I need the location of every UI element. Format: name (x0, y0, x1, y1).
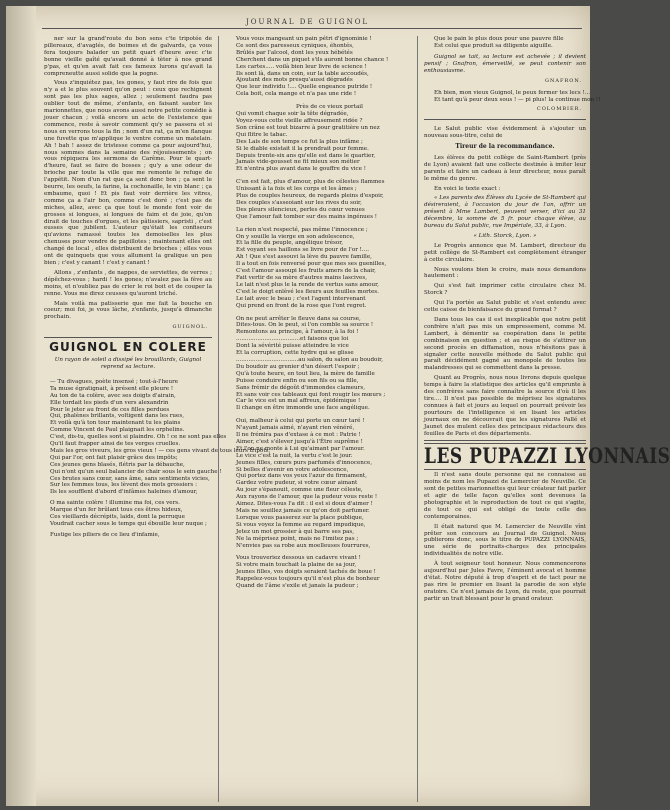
verse-line: Ce sont des paresseux cyniques, éhontés, (236, 42, 354, 49)
verse-line: Elle tordait les pieds d'un vers alexandrin (50, 399, 169, 406)
verse-line: Fustige les piliers de ce lieu d'infamie, (50, 531, 160, 538)
verse-line: Au ton de ta colère, avec ses doigts d'airain, (50, 392, 176, 399)
verse-line: Mais les gros viveurs, les gros vieux ! — ces gens vivant de tous leurs tripots, (50, 447, 271, 454)
paragraph: Le Salut public vise évidemment à s'ajouter un nouveau sous-titre, celui de (424, 126, 586, 140)
signature: GNAFRON. (545, 77, 582, 84)
paragraph: Qui s'est fait imprimer cette circulaire chez M. Storck ? (424, 283, 586, 297)
paragraph: Vous z'inquiétez pas, les gones, y faut rire de fois que n'y a et le plus souvent qu'on peut : ceux que rechignent sont pas les plus sages, allez ; seulement faudra pas oublier tout de même, z'enfants, en faisant sauter les marionnettes, que nous avons aussi notre petite comédie à jouer chacun ; voilà encore un acte de l'existence que commence, reste à savoir comment qu'y se passera et si nous en verrons tous la fin ; nom d'un rat, ça m'en flanque une fuvette que m'applique le ventre comme un matelain. Ah ! bah ! assez de tristesse comme ça pour aujourd'hui, nous sommes dans la semaine des réjouissements ; on vous répiquera les sermons de Carême. Pour le quart-d'heure, faut se faire de bosses ; qu'y a une odeur de brioche par toute la ville que me remonte le refuge de l'appétit. Nom d'un rat que ça sent donc bon ; ça sent le beurre, les oeufs, la farine, la cochonaille, le vin blanc ; ça embaume, quoi ! Et pis faut voir derrière les vitres, comme ça a l'air bon, comme c'est doré ; c'est pas de miches, allez, avec ça que tout le monde font voir de grosses si longues, si longues de faim et de joie, qu'on dirait de touches d'orgues, et les pâtissiers, sapristi , c'est eusses que jubilent. L'auteur qu'était les confiseurs qu'avions ramassé toutes les demoiselles les plus chenuses pour vendre de papillotes ; maintenant elles ont changé de local , elles distribuent de brioches ; elles vous ont de quinquets que vous allument la gralique un peu bien ; c'est y canant ! c'est y canant ! (44, 80, 212, 266)
verse-line: Des pleurs silencieux, perles du cœur venues (236, 206, 365, 213)
section-subtitle: Tireur de la recommandance. (455, 142, 555, 150)
page-header: JOURNAL DE GUIGNOL (246, 18, 370, 26)
verse-line: Qui vomit chaque soir la tête dégradée, (236, 111, 349, 118)
verse-line: Des couples s'asseoiant sur les rives du soir, (236, 199, 362, 206)
verse-line: Ajoutant des mots presqu'aussi dégradés (236, 77, 353, 84)
verse-line: Il change en être immonde une face angélique. (236, 405, 370, 412)
verse-line: Car le vice est un mal affreux, épidémique ! (236, 398, 361, 405)
verse-line: Près de ce vieux portail (296, 104, 363, 111)
verse-line: Si vous voyez la femme au regard impudique, (236, 521, 366, 528)
verse-line: Qu'à toute heure, en tout lieu, la mère de famille (236, 370, 375, 377)
quoted-circular: « Les parents des Élèves du Lycée de St-Rambert qui désireraient, à l'occasion du jour de l'an, offrir un présent à Mme Lambert, peuvent verser, d'ici au 31 décembre, la somme de 5 fr. pour chaque élève, au bureau du Salut public, rue Impériale, 33, à Lyon. (424, 195, 586, 230)
verse-line: Du boudoir au grenier d'un désert l'espoir ; (236, 363, 360, 370)
paragraph: ner sur la grand'route du bon sens c'te tripotée de pillereaux, d'avaglés, de boimes et de galvards, ça vous fera toujours balader un petit quart d'heure avec c'te bonne vieille gaîté qu'avait donné à tèter à nos grand p'pas, et qu'en avait fait ces fameux lurons qu'avait la compreneutte aussi solide que la pogne. (44, 36, 212, 77)
verse-line: Jeunes filles, vos doigts seraient tachés de boue ! (236, 569, 376, 576)
divider (424, 119, 586, 120)
verse-line: Aux rayons de l'amour, que la pudeur vous reste ! (236, 494, 378, 501)
verse-line: On ne peut arrêter le fleuve dans sa course, (236, 315, 361, 322)
verse-line: N'ayant jamais aimé, n'ayant rien vénéré, (236, 425, 355, 432)
column-3 (424, 36, 670, 804)
verse-line: Mais ne souillez jamais ce qu'on doit parfumer. (236, 508, 370, 514)
poem-title: GUIGNOL EN COLERE (49, 340, 207, 355)
quote-source: « Lith. Storck, Lyon. » (473, 232, 537, 239)
verse-line: On y souille la vierge en son adolescence, (236, 233, 355, 240)
verse-line: Et la corruption, cette hydre qui se glisse (236, 350, 354, 357)
verse-line: Ces vieillards décrépits, laids, dont la perruque (50, 514, 185, 521)
verse-line: Jamais vide-gousset ne fit mieux son métier (236, 159, 360, 166)
verse-line: Ta muse égratignait, à présent elle pleure ! (50, 385, 174, 392)
verse-line: Est voyant ses haillons se livre pour de l'or !.... (236, 247, 370, 254)
column-rule-2 (417, 36, 418, 802)
newspaper-page (6, 6, 670, 806)
verse-line: Depuis trente-six ans qu'elle est dans le quartier, (236, 152, 376, 159)
paragraph: Allons , z'enfants , de nappes, de serviettes, de verres ; dépêchez-vous ; hardi ! les gones; n'avalez pas la fève au moins, et n'oubliez pas de crier le roi boit et de couper la renne. Vous me direz ceusses qu'auront triché. (44, 269, 212, 297)
verse-line: Jetez un mot grossier à qui barre ses pas, (236, 528, 355, 535)
verse-line: Jeunes filles, cœurs purs parfumés d'innocence, (236, 459, 373, 466)
verse-line: Quand de l'âme s'exile et janais la pudeur ; (236, 583, 359, 590)
verse-line: Voudrait cacher sous le temps qui ébouille leur nuque ; (50, 521, 207, 527)
verse-line: Pour le jeter au front de ces filles perdues (50, 406, 170, 413)
verse-line: Comme Vincent de Paul plaignait les orphelins. (50, 427, 185, 434)
verse-line: Si belles d'avenir en votre adolescence, (236, 466, 349, 473)
verse-line: Unissant à la fois et les corps et les âmes ; (236, 186, 357, 193)
verse-stanza (226, 179, 412, 220)
verse-line: Qui n'ont qu'un seul balancier de chair sous le sein gauche ! (50, 468, 222, 475)
verse-line: Et tant qu'à peur deux sous ! — pi plus! la continue mon !! (434, 97, 601, 104)
signature: COLOMBIER. (536, 106, 582, 113)
paragraph: Il était naturel que M. Lemercier de Neuville vînt prêter son concours au Journal de Guignol. Nous publierons donc, sous le titre de PUPAZZI LYONNAIS, une série de portraits-charges des principales individualités de notre ville. (424, 523, 586, 558)
paragraph: Quant au Progrès, nous nous livrons depuis quelque temps à faire la statistique des articles qu'il emprunte à des confrères sans faire connaître la source d'où il les tire.... Il n'est pas possible de méprisez les signatures connues à fait et jours au lequel on pourrait prévoir les pourtours de l'intelligence si en lisant les articles journaux on ne découvrait que les signatures Pallé et Jaunet des mulent celles des principaux rédacteurs des feuilles de Paris et des départements. (424, 375, 586, 437)
verse-line: Puisse conduire enfin ou son fils ou sa fille, (236, 377, 359, 384)
column-rule-1 (218, 36, 219, 802)
paragraph: À tout seigneur tout honneur. Nous commencerons aujourd'hui par Jules Favre, l'éminent avocat et homme d'état. Notre député à trop d'esprit et de tact pour ne pas rire le premier en lisant la parodie de son style oratoire. Ce n'est jamais de Lyon, du reste, que pourrait partir un trait blessant pour le grand orateur. (424, 561, 586, 602)
verse-line: Voyez-vous cette vieille affreusement ridée ? (236, 117, 363, 124)
binding-gutter (6, 6, 36, 806)
paragraph: En voici le texte exact : (434, 185, 501, 192)
verse-line: La rien n'est respecté, pas même l'innocence ; (236, 226, 368, 233)
verse-line: Il a tout en fois renversé pour que mes ses guenilles, (236, 261, 387, 268)
verse-line: Si le diable existait il la prendrait pour femme. (236, 145, 369, 152)
verse-line: Les cartes..... voilà bien leur livre de science ! (236, 63, 367, 70)
verse-line: Qu'il faut frapper ainsi de tes verges cruelles. (50, 441, 181, 448)
verse-line: Le lait n'est plus le la rende de vertus sans amour, (236, 281, 379, 288)
verse-line: Brûlés par l'alcool, dont les yeux hébétés (236, 49, 353, 56)
verse-line: Lorsque vous passerez sur la place publique, (236, 514, 364, 521)
verse-line: Si votre main touchait la plaine de sa jour, (236, 562, 357, 569)
column-2 (226, 36, 412, 804)
verse-line: O ma sainte colère ! illumine ma foi, ces vers. (50, 500, 180, 507)
verse-line: Rappelez-vous toujours qu'il n'est plus de bonheur (236, 576, 380, 583)
paragraph: Dans tous les cas il est inexplicable que notre petit confrère n'ait pas mis un empressement, comme M. Lambert, à démentir sa coopération dans le petite combinaison en question ; et au risque de s'attirer un second procès en diffamation, nous n'hésitons pas à signaler cette nouvelle méthode du Salut public qui paraît décidément gagné au monopole de toutes les malandresses qui se commettent dans la presse. (424, 317, 586, 372)
stage-note: Guignol se tait, sa lecture est achevée ; il devient pensif ; Gnafron, émerveillé, se peut contenir son enthousiasme. (424, 53, 586, 74)
verse-line: Cela boit, cela mange et n'a pas une ride ! (236, 91, 357, 98)
verse-line: Et l'on ne monte à Lui qu'aimant par l'amour. (236, 445, 365, 452)
verse-line: Eh bien, mon vieux Guignol, le peux fermer tes lecs !... (434, 90, 591, 97)
paragraph: Il n'est sans doute personne qui ne connaisse au moins de nom les Pupazzi de Lemercier de Neuville. Ce sont de petites marionnettes qui leur créateur fait parler et agir de telle façon qu'elles sont devenues la photographie et le reproduction de tout ce qui s'agite, de tout ce qui est obligé de toute celle des contemporaines. (424, 472, 586, 520)
divider (424, 440, 586, 441)
verse-line: ...................................au salon, du salon au boudoir, (236, 356, 384, 363)
header-rule (42, 28, 582, 29)
verse-line: Dites-tous. On le peut, si l'on comble sa source ! (236, 322, 374, 329)
verse-line: Au jour s'épanouit, comme une fleur céleste, (236, 487, 363, 494)
paragraph: Mais voilà ma patisserie que me fait la bouche en coeur; moi foi, je vous lâche, z'enfants, jusqu'à dimanche prochain. (44, 300, 212, 321)
verse-stanza (226, 555, 412, 590)
verse-line: Ils sont là, dans un coin, sur la table accoudés, (236, 70, 369, 77)
verse-line: Et voilà qu'à ton tour maintenant tu les plains (50, 420, 181, 427)
verse-line: Que le pain le plus doux pour une pauvre fille (434, 36, 564, 42)
verse-line: Est celui que produit sa diligente aiguille. (434, 42, 553, 49)
verse-line: Remontons au principe, à l'amour, à la foi ! (236, 329, 359, 336)
verse-line: C'est, dis-tu, quelles sont si plaindre. Oh ! ce ne sont pas elles (50, 434, 227, 441)
signature: GUIGNOL. (172, 324, 208, 331)
verse-line: Que leur individu !.... Quelle engeance putride ! (236, 84, 373, 91)
verse-line: — Tu divagues, poète insensé ; tout-à-l'heure (50, 378, 179, 385)
verse-line: Qui, phalènes brillants, voltigent dans les rues, (50, 413, 184, 420)
divider (424, 469, 586, 470)
section-title: LES PUPAZZI LYONNAIS (424, 444, 670, 470)
verse-stanza (226, 227, 412, 310)
verse-stanza (226, 36, 412, 98)
poem-verses (44, 378, 271, 539)
verse-line: Le vice c'est la nuit, la vertu c'est le jour. (236, 452, 353, 459)
verse-line: ....................................et faisons que loi (236, 336, 349, 343)
verse-line: Plus de couples heureux, de regards pleins d'espoir, (236, 193, 384, 200)
verse-line: Sur les femmes tous, les lèvent des mots grossiers : (50, 482, 197, 489)
verse-line: Marque d'un fer brûlant tous ces êtres hideux, (50, 507, 183, 514)
divider (44, 337, 212, 338)
verse-line: Cherchent dans un piquet s'ils auront bonne chance ! (236, 56, 389, 63)
verse-line: Aimez. Dites-vous l'a dit : il est si doux d'aimer ! (236, 501, 373, 508)
verse-line: Et la fille du peuple, angélique trésor, (236, 240, 344, 247)
verse-stanza (226, 418, 412, 549)
verse-line: Ils les soufflent d'abord d'infâmes haleines d'amour, (50, 489, 198, 496)
verse-line: Le lait avec le beau ; c'est l'agent intervenant (236, 295, 366, 302)
verse-line: Sans frémir de dégoût d'immondes clameurs, (236, 384, 365, 391)
verse-line: Qui par l'or, ont fait plaisir grâce des impôts; (50, 454, 178, 461)
verse-line: Et n'entra plus avant dans le gouffre du vice ! (236, 166, 366, 173)
verse-line: Aimer, c'est s'élever jusqu'à l'Être suprême ! (236, 438, 363, 445)
verse-stanza (226, 104, 412, 173)
verse-line: Dont la sévérité puisse atteindre le vice (236, 343, 349, 350)
verse-line: Qui portez dans vos yeux l'azur du firmament, (236, 473, 367, 480)
verse-line: Vous trouveriez dessous un cadavre vivant ! (236, 555, 361, 562)
paragraph: Le Progrès annonce que M. Lambert, directeur du petit collège de St-Rambert est complètement étranger à cette circulaire. (424, 242, 586, 263)
verse-line: Ces jeunes gens blasés, flétris par la débauche, (50, 461, 185, 468)
verse-line: Son crâne est tout bizarre à pour gratitière un nez (236, 124, 380, 131)
verse-line: Des Lais de son temps ce fut la plus infâme ; (236, 138, 363, 145)
verse-line: Qui prend en front de la rose que l'ont regret. (236, 302, 367, 309)
paragraph: Qui l'a portée au Salut public et s'est entendu avec cette caisse de bienfaisance du grand format ? (424, 300, 586, 314)
verse-line: Ne la méprisez point, mais ne l'imitez pas ; (236, 535, 359, 542)
verse-line: C'est le doigt enlèvé les fleurs aux feuilles mortes. (236, 288, 379, 295)
verse-line: C'en est fait, plus d'amour, plus de célestes flammes (236, 179, 385, 186)
verse-line: Vous vous mangeant un pain pétri d'ignominie ! (236, 36, 372, 42)
verse-line: Et sans voir ces tableaux qui font rougir les mœurs ; (236, 391, 386, 398)
paragraph: Les élèves du petit collège de Saint-Rambert (près de Lyon) avaient fait une collecte destinée à imiter leur parents et faire un cadeau à leur directeur, nous paraît le même du genre. (424, 154, 586, 182)
verse-line: Ces brutes sans cœur, sans âme, sans sentiments vicies, (50, 475, 210, 482)
verse-line: Oui, malheur à celui qui porte un cœur taré ! (236, 418, 365, 425)
verse-line: Il ne frémira pas d'extase à ce mot : Patrie ! (236, 432, 361, 439)
verse-line: Ah ! Que s'est assouvi la lève du pauvre famille, (236, 254, 372, 261)
verse-line: C'est l'amour assoupi les fruits amers de la chair, (236, 268, 376, 275)
verse-line: Gardez votre pudeur, si votre cœur aimant (236, 480, 358, 487)
paragraph: Nous voulons bien le croire, mais nous demandons hautement : (424, 266, 586, 280)
verse-line: N'envies pas sa robe aux moelleuses fourrures, (236, 542, 371, 549)
verse-line: Que l'amour fait tomber sur des mains ingénues ! (236, 213, 377, 220)
verse-line: Fait vertir de sa mère d'autres mains lascives, (236, 275, 367, 281)
verse-line: Qui flitre le tabac. (236, 131, 288, 138)
verse-stanza (226, 316, 412, 413)
poem-subtitle: Un rayon de soleil a dissipé les brouillards, Guignol reprend sa lecture. (54, 357, 202, 370)
